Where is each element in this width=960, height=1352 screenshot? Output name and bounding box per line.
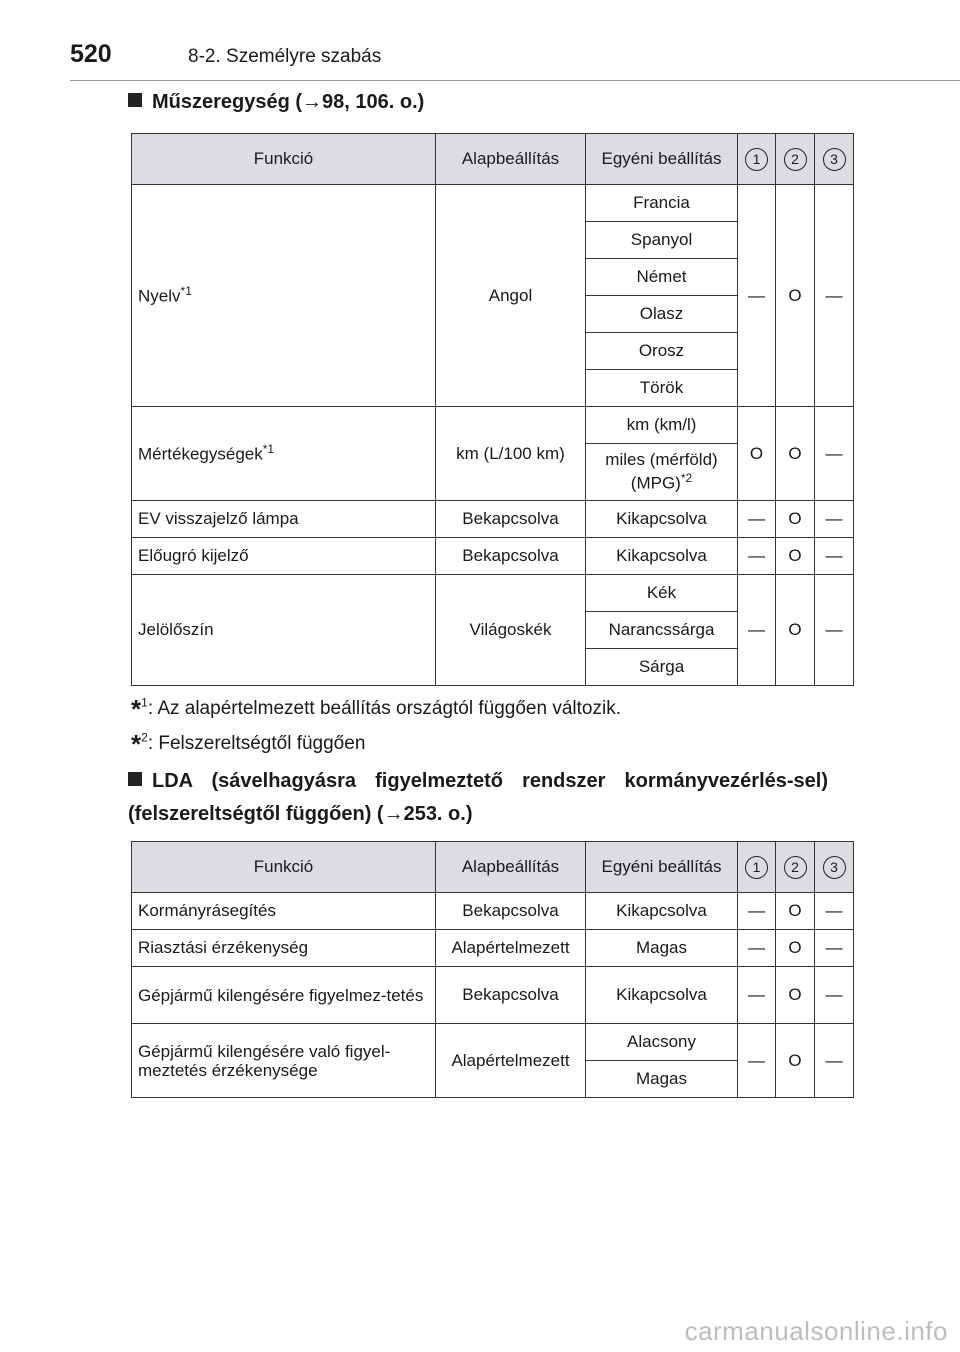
col-header-custom: Egyéni beállítás xyxy=(586,134,738,185)
circled-3-icon: 3 xyxy=(823,148,846,171)
table-row xyxy=(132,538,854,575)
custom-cell: Kikapcsolva xyxy=(586,538,738,575)
table-row xyxy=(132,893,854,930)
heading-instrument-cluster xyxy=(128,86,424,119)
circled-1-icon: 1 xyxy=(745,856,768,879)
option-cell: Orosz xyxy=(586,333,738,370)
default-cell: Alapértelmezett xyxy=(436,1024,586,1098)
table-header-row xyxy=(132,842,854,893)
function-sway-warning: Gépjármű kilengésére figyelmez-tetés xyxy=(132,967,436,1024)
function-language: Nyelv$^{*1}$ xyxy=(132,185,436,407)
header-divider xyxy=(70,80,960,81)
method-3-mark: — xyxy=(815,538,854,575)
option-cell: km (km/l) xyxy=(586,407,738,444)
method-2-mark: O xyxy=(776,967,815,1024)
function-alert-sensitivity: Riasztási érzékenység xyxy=(132,930,436,967)
default-cell: Alapértelmezett xyxy=(436,930,586,967)
function-marker-color: Jelölőszín xyxy=(132,575,436,686)
method-1-mark: O xyxy=(738,407,776,501)
method-1-mark: — xyxy=(738,1024,776,1098)
col-header-method-3 xyxy=(815,842,854,893)
table-row xyxy=(132,967,854,1024)
method-2-mark: O xyxy=(776,501,815,538)
heading-text: Műszeregység (→98, 106. o.) xyxy=(152,91,425,113)
method-3-mark: — xyxy=(815,930,854,967)
option-cell: Magas xyxy=(586,1061,738,1098)
footnote-2: *$^2$: Felszereltségtől függően xyxy=(131,729,366,759)
option-cell: Német xyxy=(586,259,738,296)
default-cell: Bekapcsolva xyxy=(436,501,586,538)
option-cell: Spanyol xyxy=(586,222,738,259)
heading-text: LDA (sávelhagyásra figyelmeztető rendszer kormányvezérlés-sel) (felszereltségtől függően) (→253. o.) xyxy=(128,770,828,825)
col-header-method-3 xyxy=(815,134,854,185)
default-cell: Bekapcsolva xyxy=(436,967,586,1024)
table-row xyxy=(132,407,854,444)
col-header-function: Funkció xyxy=(132,134,436,185)
col-header-method-2 xyxy=(776,842,815,893)
method-1-mark: — xyxy=(738,893,776,930)
col-header-method-2 xyxy=(776,134,815,185)
square-bullet-icon xyxy=(128,93,142,107)
watermark: carmanualsonline.info xyxy=(684,1316,948,1346)
circled-3-icon: 3 xyxy=(823,856,846,879)
col-header-method-1 xyxy=(738,134,776,185)
heading-lda xyxy=(128,765,828,831)
method-1-mark: — xyxy=(738,967,776,1024)
option-cell: Olasz xyxy=(586,296,738,333)
section-title: 8-2. Személyre szabás xyxy=(188,46,382,67)
col-header-default: Alapbeállítás xyxy=(436,842,586,893)
option-cell: Kék xyxy=(586,575,738,612)
function-ev-indicator: EV visszajelző lámpa xyxy=(132,501,436,538)
circled-2-icon: 2 xyxy=(784,856,807,879)
method-2-mark: O xyxy=(776,538,815,575)
col-header-default: Alapbeállítás xyxy=(436,134,586,185)
option-cell: Francia xyxy=(586,185,738,222)
custom-cell: Magas xyxy=(586,930,738,967)
default-units: km (L/100 km) xyxy=(436,407,586,501)
method-2-mark: O xyxy=(776,185,815,407)
default-cell: Bekapcsolva xyxy=(436,893,586,930)
default-cell: Bekapcsolva xyxy=(436,538,586,575)
table-row xyxy=(132,501,854,538)
method-2-mark: O xyxy=(776,575,815,686)
method-3-mark: — xyxy=(815,501,854,538)
method-2-mark: O xyxy=(776,407,815,501)
option-cell: Alacsony xyxy=(586,1024,738,1061)
instrument-cluster-table xyxy=(131,133,854,686)
option-cell: Török xyxy=(586,370,738,407)
option-cell: Sárga xyxy=(586,649,738,686)
method-1-mark: — xyxy=(738,501,776,538)
method-3-mark: — xyxy=(815,575,854,686)
function-units: Mértékegységek$^{*1}$ xyxy=(132,407,436,501)
method-3-mark: — xyxy=(815,1024,854,1098)
method-2-mark: O xyxy=(776,893,815,930)
col-header-method-1 xyxy=(738,842,776,893)
method-1-mark: — xyxy=(738,185,776,407)
custom-cell: Kikapcsolva xyxy=(586,501,738,538)
method-3-mark: — xyxy=(815,407,854,501)
option-cell: miles (mérföld) (MPG)$^{*2}$ xyxy=(586,444,738,501)
table-row xyxy=(132,575,854,612)
method-2-mark: O xyxy=(776,930,815,967)
option-cell: Narancssárga xyxy=(586,612,738,649)
method-3-mark: — xyxy=(815,893,854,930)
default-language: Angol xyxy=(436,185,586,407)
method-1-mark: — xyxy=(738,930,776,967)
table-header-row xyxy=(132,134,854,185)
table-row xyxy=(132,185,854,222)
page-number: 520 xyxy=(70,40,112,68)
function-popup-display: Előugró kijelző xyxy=(132,538,436,575)
table-row xyxy=(132,1024,854,1061)
method-1-mark: — xyxy=(738,575,776,686)
method-3-mark: — xyxy=(815,967,854,1024)
table-row xyxy=(132,930,854,967)
custom-cell: Kikapcsolva xyxy=(586,967,738,1024)
col-header-function: Funkció xyxy=(132,842,436,893)
method-2-mark: O xyxy=(776,1024,815,1098)
square-bullet-icon xyxy=(128,772,142,786)
method-1-mark: — xyxy=(738,538,776,575)
lda-table xyxy=(131,841,854,1098)
default-marker-color: Világoskék xyxy=(436,575,586,686)
method-3-mark: — xyxy=(815,185,854,407)
col-header-custom: Egyéni beállítás xyxy=(586,842,738,893)
function-steering-assist: Kormányrásegítés xyxy=(132,893,436,930)
circled-2-icon: 2 xyxy=(784,148,807,171)
function-sway-sensitivity: Gépjármű kilengésére való figyel-meztetés érzékenysége xyxy=(132,1024,436,1098)
footnote-1: *$^1$: Az alapértelmezett beállítás országtól függően változik. xyxy=(131,694,621,724)
custom-cell: Kikapcsolva xyxy=(586,893,738,930)
circled-1-icon: 1 xyxy=(745,148,768,171)
